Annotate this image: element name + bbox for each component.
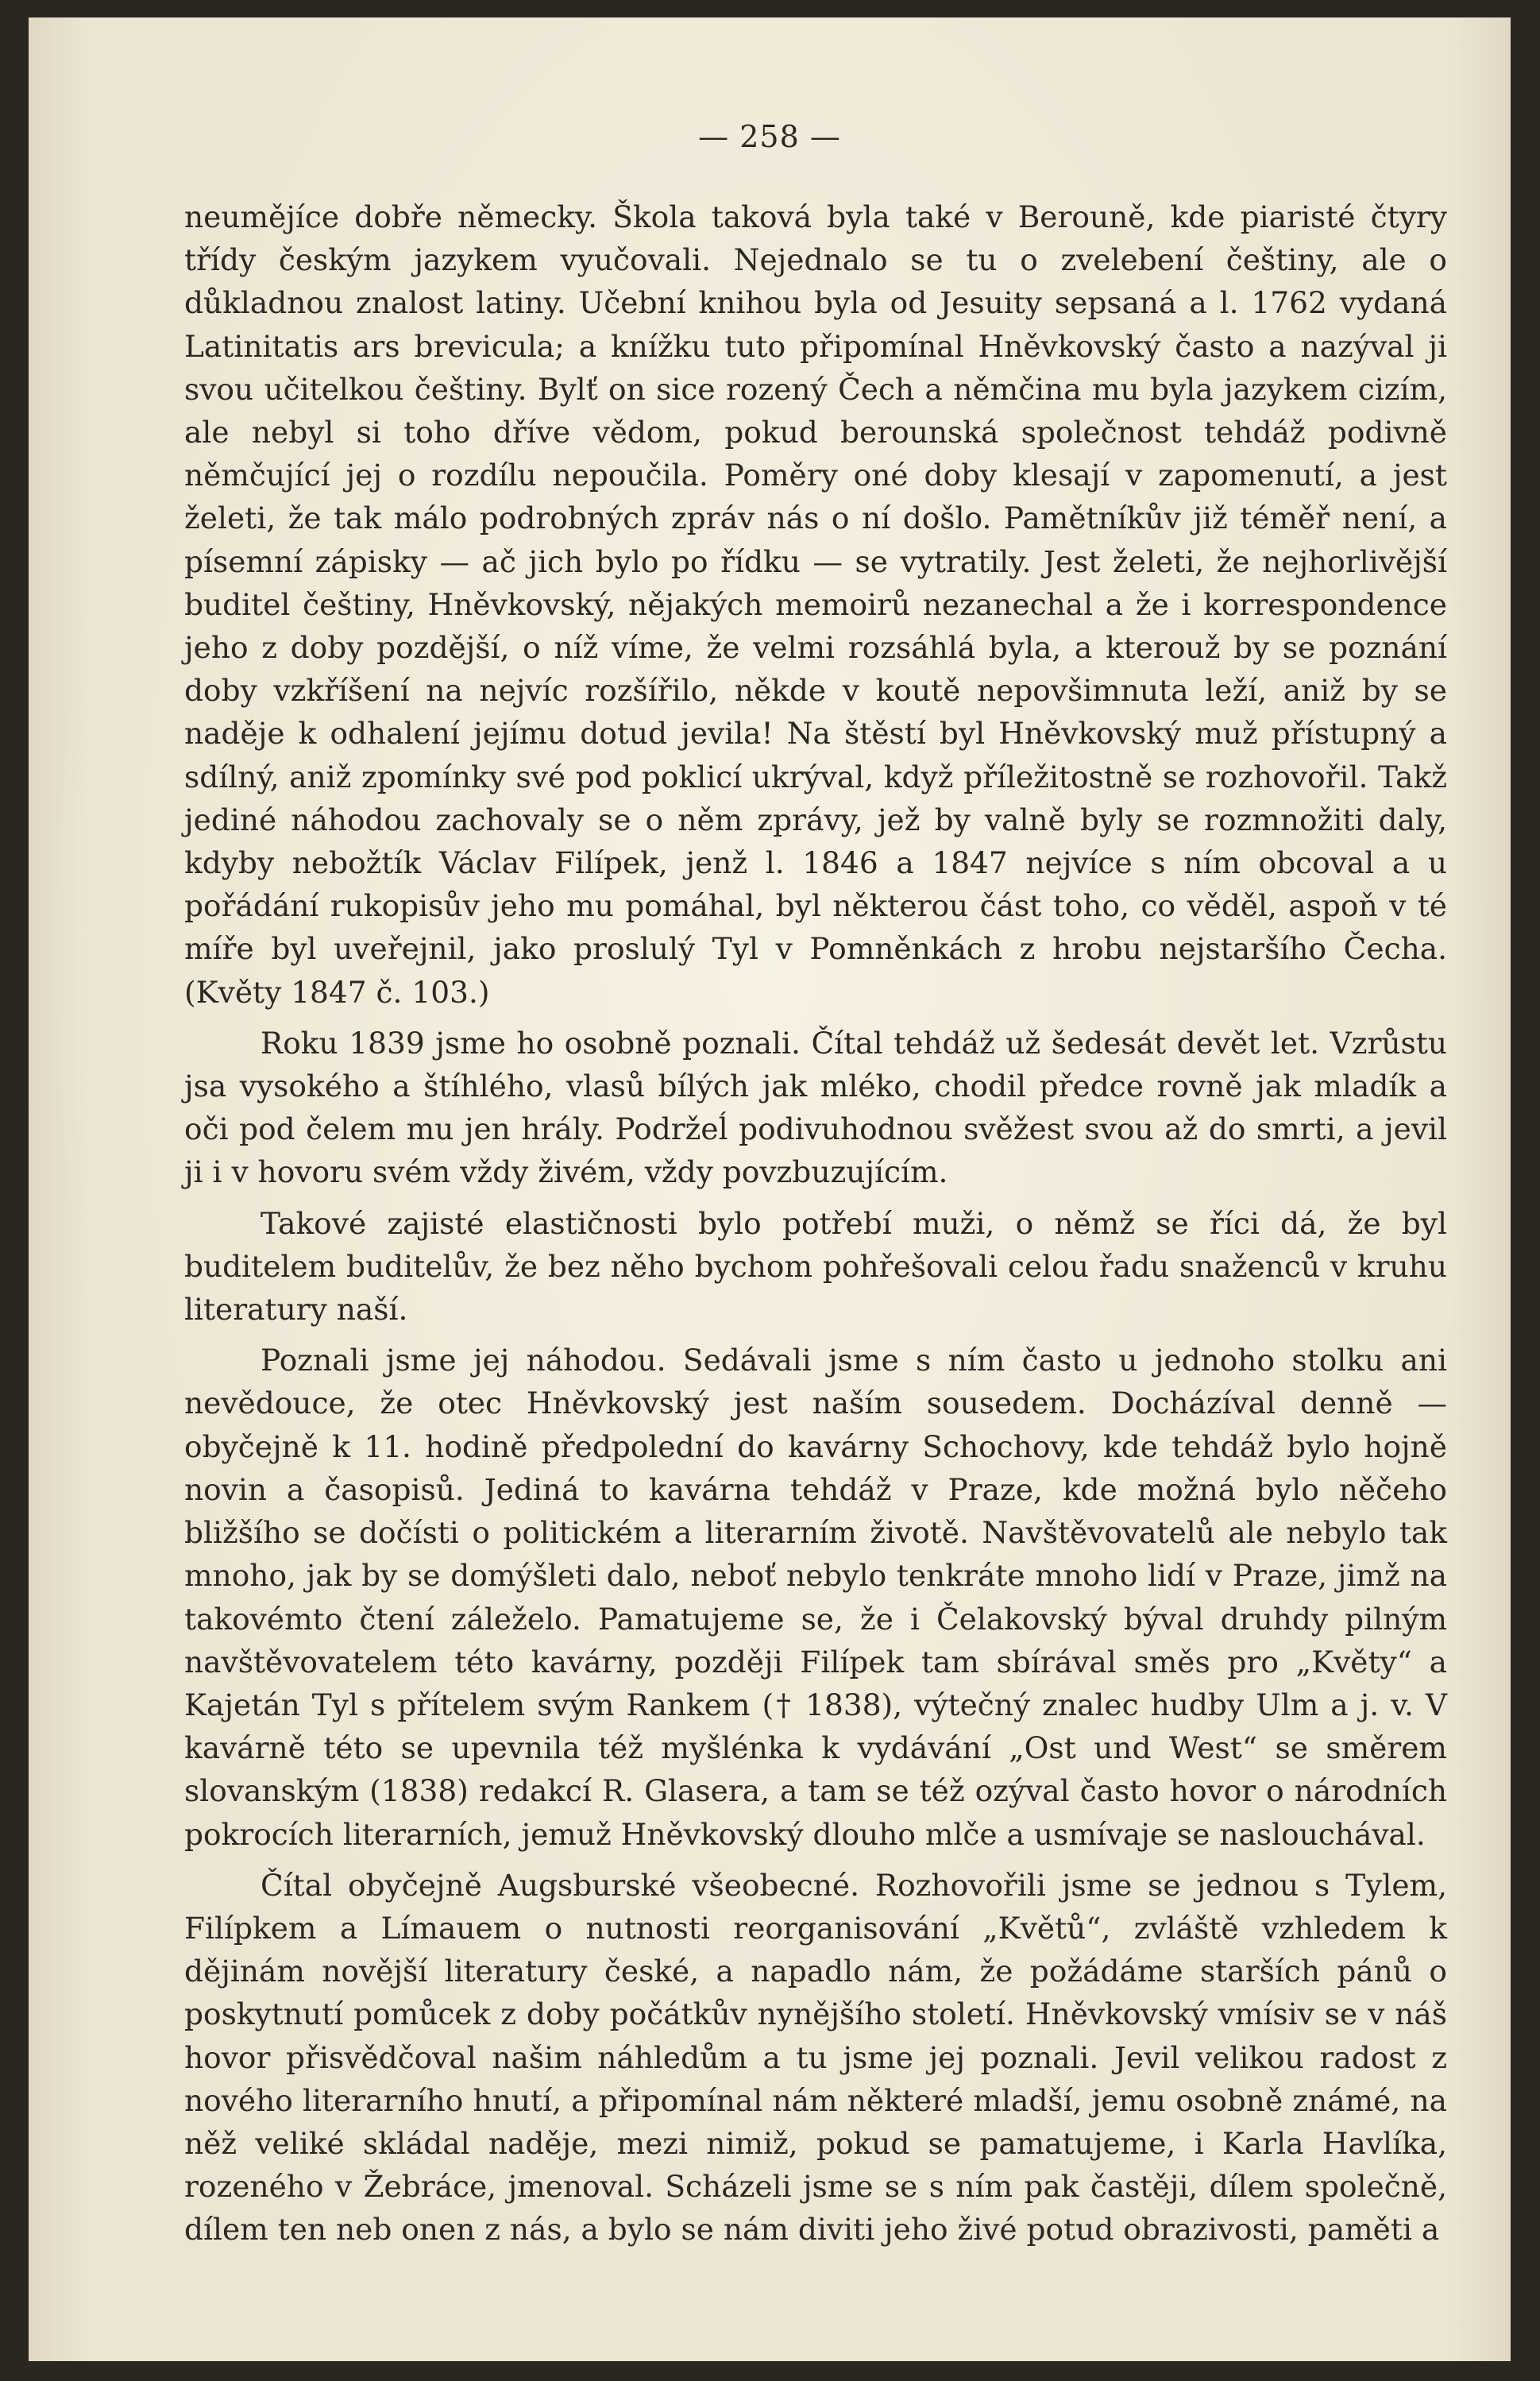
body-text	[184, 195, 1447, 2259]
book-page	[29, 17, 1511, 2361]
paragraph-5: Čítal obyčejně Augsburské všeobecné. Rozhovořili jsme se jednou s Tylem, Filípkem a Límauem o nutnosti reorganisování „Květů“, zvláště vzhledem k dějinám novější literatury české, a napadlo nám, že požádáme starších pánů o poskytnutí pomůcek z doby počátkův nynějšího století. Hněvkovský vmísiv se v náš hovor přisvědčoval našim náhledům a tu jsme jej poznali. Jevil velikou radost z nového literarního hnutí, a připomínal nám některé mladší, jemu osobně známé, na něž veliké skládal naděje, mezi nimiž, pokud se pamatujeme, i Karla Havlíka, rozeného v Žebráce, jmenoval. Scházeli jsme se s ním pak častěji, dílem společně, dílem ten neb onen z nás, a bylo se nám diviti jeho živé potud obrazivosti, paměti a	[184, 1867, 1447, 2248]
paragraph-4: Poznali jsme jej náhodou. Sedávali jsme s ním často u jednoho stolku ani nevědouce, že otec Hněvkovský jest naším sousedem. Docházíval denně — obyčejně k 11. hodině předpolední do kavárny Schochovy, kde tehdáž bylo hojně novin a časopisů. Jediná to kavárna tehdáž v Praze, kde možná bylo něčeho bližšího se dočísti o politickém a literarním životě. Navštěvovatelů ale nebylo tak mnoho, jak by se domýšleti dalo, neboť nebylo tenkráte mnoho lidí v Praze, jimž na takovémto čtení záleželo. Pamatujeme se, že i Čelakovský býval druhdy pilným navštěvovatelem této kavárny, později Filípek tam sbírával směs pro „Květy“ a Kajetán Tyl s přítelem svým Rankem († 1838), výtečný znalec hudby Ulm a j. v. V kavárně této se upevnila též myšlénka k vydávání „Ost und West“ se směrem slovanským (1838) redakcí R. Glasera, a tam se též ozýval často hovor o národních pokrocích literarních, jemuž Hněvkovský dlouho mlče a usmívaje se naslouchával.	[184, 1343, 1447, 1852]
paragraph-2: Roku 1839 jsme ho osobně poznali. Čítal tehdáž už šedesát devět let. Vzrůstu jsa vysokého a štíhlého, vlasů bílých jak mléko, chodil předce rovně jak mladík a oči pod čelem mu jen hrály. Podržeĺ podivuhodnou svěžest svou až do smrti, a jevil ji i v hovoru svém vždy živém, vždy povzbuzujícím.	[184, 1025, 1447, 1190]
page-number: — 258 —	[698, 119, 841, 154]
paragraph-3: Takové zajisté elastičnosti bylo potřebí muži, o němž se říci dá, že byl buditelem buditelův, že bez něho bychom pohřešovali celou řadu snaženců v kruhu literatury naší.	[184, 1205, 1447, 1328]
paragraph-1: neumějíce dobře německy. Škola taková byla také v Berouně, kde piaristé čtyry třídy českým jazykem vyučovali. Nejednalo se tu o zvelebení češtiny, ale o důkladnou znalost latiny. Učební knihou byla od Jesuity sepsaná a l. 1762 vydaná Latinitatis ars brevicula; a knížku tuto připomínal Hněvkovský často a nazýval ji svou učitelkou češtiny. Bylť on sice rozený Čech a němčina mu byla jazykem cizím, ale nebyl si toho dříve vědom, pokud berounská společnost tehdáž podivně němčující jej o rozdílu nepoučila. Poměry oné doby klesají v zapomenutí, a jest želeti, že tak málo podrobných zpráv nás o ní došlo. Pamětníkův již téměř není, a písemní zápisky — ač jich bylo po řídku — se vytratily. Jest želeti, že nejhorlivější buditel češtiny, Hněvkovský, nějakých memoirů nezanechal a že i korrespondence jeho z doby pozdější, o níž víme, že velmi rozsáhlá byla, a kterouž by se poznání doby vzkříšení na nejvíc rozšířilo, někde v koutě nepovšimnuta leží, aniž by se naděje k odhalení jejímu dotud jevila! Na štěstí byl Hněvkovský muž přístupný a sdílný, aniž zpomínky své pod poklicí ukrýval, když příležitostně se rozhovořil. Takž jediné náhodou zachovaly se o něm zprávy, jež by valně byly se rozmnožiti daly, kdyby nebožtík Václav Filípek, jenž l. 1846 a 1847 nejvíce s ním obcoval a u pořádání rukopisův jeho mu pomáhal, byl některou část toho, co věděl, aspoň v té míře byl uveřejnil, jako proslulý Tyl v Pomněnkách z hrobu nejstaršího Čecha. (Květy 1847 č. 103.)	[184, 199, 1447, 1010]
